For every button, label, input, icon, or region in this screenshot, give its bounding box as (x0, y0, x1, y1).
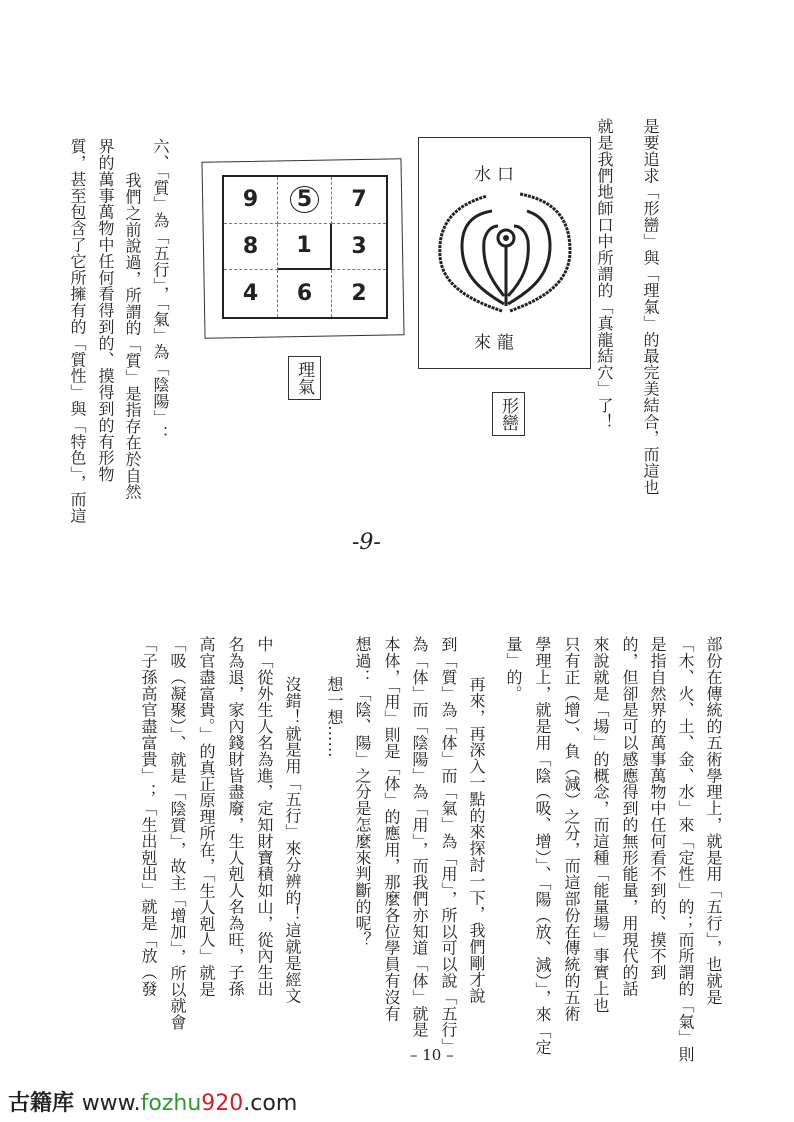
text-column: 到「質」為「体」而「氣」為「用」，所以可以說「五行」 (439, 636, 458, 1055)
text-column: 學理上，就是用「陰（吸、增）」、「陽（放、減）」，來「定 (533, 636, 552, 1056)
text-column: 中「從外生人名為進，定知財寶積如山，從內生出 (255, 636, 274, 997)
lishu-grid (222, 175, 388, 319)
text-column: 是指自然界的萬事萬物中任何看不到的、摸不到 (648, 636, 667, 981)
text-column: 界的萬事萬物中任何看得到的、摸得到的有形物 (96, 138, 115, 483)
page-number: -9- (352, 530, 381, 555)
grid-cell: 8 (224, 224, 278, 271)
text-column: 「子孫高官盡富貴」；「生出剋出」就是「放（發 (139, 636, 158, 997)
watermark-name: 古籍库 (8, 1091, 75, 1116)
text-column: 「吸（凝聚）」、就是「陰質」，故主「增加」，所以就會 (168, 636, 187, 1031)
water-mouth-label: 水口 (474, 165, 520, 185)
text-column: 名為退，家內錢財皆盡廢，生人剋人名為旺，子孫 (226, 636, 245, 997)
text-column: 是要追求「形巒」與「理氣」的最完美結合，而這也 (641, 118, 660, 496)
grid-cell: 7 (332, 177, 386, 224)
xingluan-label: 形巒 (492, 392, 525, 436)
lishu-label: 理氣 (288, 356, 321, 400)
watermark (8, 1086, 297, 1117)
circled-number: 5 (290, 186, 319, 213)
dragon-landform-illustration (432, 186, 577, 316)
text-column: 就是我們地師口中所謂的「真龍結穴」了！ (595, 118, 614, 430)
text-column: 質，甚至包含了它所擁有的「質性」與「特色」，而這 (68, 138, 87, 524)
text-column: 高官盡富貴。」的真正原理所在，「生人剋人」就是 (197, 636, 216, 998)
text-column: 我們之前說過，所謂的「質」是指存在於自然 (123, 172, 142, 500)
grid-cell: 9 (224, 177, 278, 224)
text-column: 只有正（增）、負（減）之分，而這部份在傳統的五術 (562, 636, 581, 1022)
text-column: 的，但卻是可以感應得到的無形能量，用現代的話 (620, 636, 639, 997)
text-column: 想一想…… (325, 676, 344, 758)
text-column: 沒錯！就是用「五行」來分辨的！這就是經文 (283, 676, 302, 1004)
grid-cell: 1 (278, 224, 332, 271)
incoming-dragon-label: 來龍 (474, 333, 520, 353)
text-column: 量」的。 (504, 636, 523, 702)
grid-cell: 6 (278, 270, 332, 317)
text-column: 本体，「用」則是「体」的應用，那麼各位學員有沒有 (382, 636, 401, 1022)
watermark-url: www.fozhu920.com (81, 1091, 298, 1116)
text-column: 「木、火、土、金、水」來「定性」的；而所謂的「氣」則 (676, 636, 695, 1063)
section-heading: 六、「質」為「五行」，「氣」為「陰陽」： (151, 138, 170, 442)
text-column: 為「体」而「陰陽」為「用」，而我們亦知道「体」就是 (410, 636, 429, 1038)
grid-cell: 2 (351, 281, 367, 307)
page-number: – 10 – (410, 1046, 454, 1064)
text-column: 想過：「陰、陽」之分是怎麼來判斷的呢？ (353, 636, 372, 948)
text-column: 來說就是「場」的概念，而這種「能量場」事實上也 (591, 636, 610, 1014)
grid-cell: 3 (332, 224, 386, 271)
text-column: 再來，再深入一點的來探討一下，我們剛才說 (467, 676, 486, 1004)
text-column: 部份在傳統的五術學理上，就是用「五行」，也就是 (704, 636, 723, 1006)
grid-cell: 4 (224, 270, 278, 317)
grid-cell-circled (278, 177, 332, 224)
